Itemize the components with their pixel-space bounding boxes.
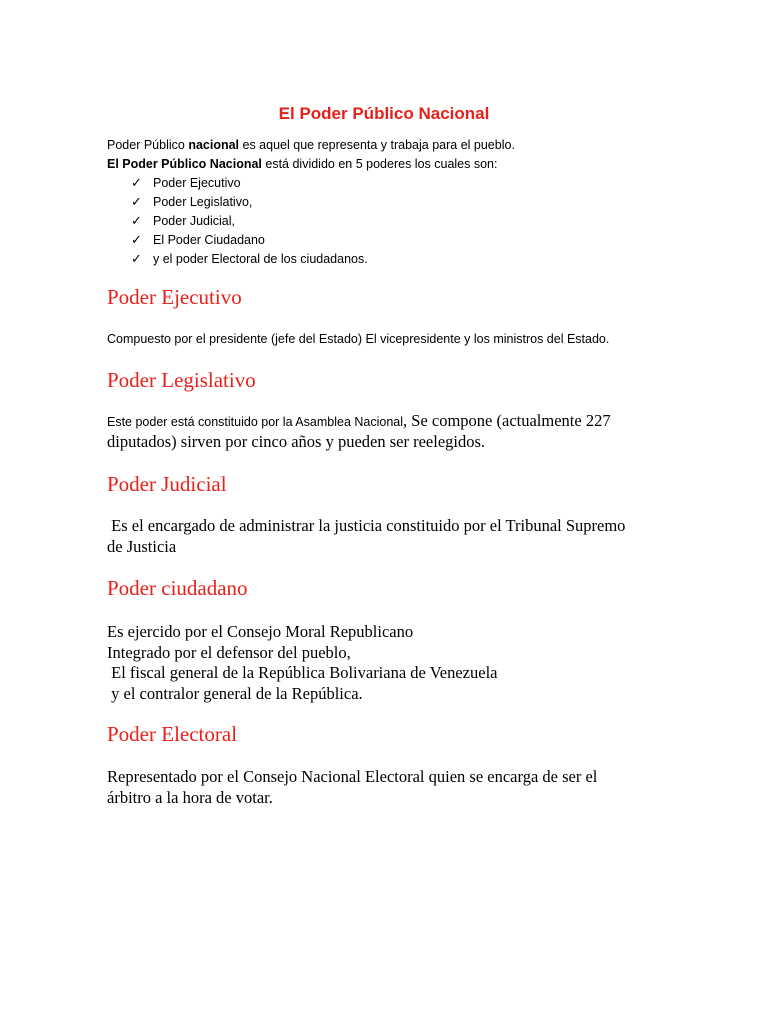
ciudadano-line-1: Es ejercido por el Consejo Moral Republicano [107,622,414,641]
powers-checklist [107,174,515,269]
list-item-label: Poder Ejecutivo [153,176,241,190]
body-ciudadano [107,622,677,704]
heading-judicial: Poder Judicial [107,472,227,496]
list-item [131,212,515,231]
list-item-label: y el poder Electoral de los ciudadanos. [153,252,368,266]
electoral-line-2: árbitro a la hora de votar. [107,787,273,807]
body-legislativo [107,411,677,453]
ciudadano-line-4: y el contralor general de la República. [107,683,363,703]
checkmark-icon: ✓ [131,252,142,267]
body-judicial [107,516,677,557]
judicial-line-1: Es el encargado de administrar la justicia constituido por el Tribunal Supremo [107,516,626,535]
intro-text: Poder Público [107,138,189,152]
document-title: El Poder Público Nacional [278,104,490,124]
legislativo-line-2: diputados) sirven por cinco años y pueden ser reelegidos. [107,432,486,451]
intro-text: es aquel que representa y trabaja para el pueblo. [239,138,515,152]
intro-bold-text: nacional [188,138,240,152]
checkmark-icon: ✓ [131,195,142,210]
list-item-label: El Poder Ciudadano [153,233,265,247]
intro-bold-text: El Poder Público Nacional [107,157,262,171]
intro-line-2 [107,155,515,174]
list-item [131,250,515,269]
checkmark-icon: ✓ [131,214,142,229]
legislativo-text-sans: Este poder está constituido por la Asamblea Nacional [107,415,404,429]
intro-line-1 [107,136,515,155]
list-item [131,193,515,212]
ciudadano-line-2: Integrado por el defensor del pueblo, [107,642,351,662]
body-ejecutivo: Compuesto por el presidente (jefe del Estado) El vicepresidente y los ministros del Estado. [107,332,610,346]
legislativo-text-serif: , Se compone (actualmente 227 [403,411,611,430]
intro-block [107,136,515,269]
list-item-label: Poder Legislativo, [153,195,253,209]
ciudadano-line-3: El fiscal general de la República Bolivariana de Venezuela [107,663,498,682]
list-item-label: Poder Judicial, [153,214,235,228]
heading-legislativo: Poder Legislativo [107,368,256,392]
heading-ciudadano: Poder ciudadano [107,576,248,600]
intro-text: está dividido en 5 poderes los cuales son: [261,157,498,171]
legislativo-line-1 [107,411,677,432]
heading-electoral: Poder Electoral [107,722,238,746]
heading-ejecutivo: Poder Ejecutivo [107,285,242,309]
body-electoral [107,767,677,808]
list-item [131,174,515,193]
checkmark-icon: ✓ [131,176,142,191]
checkmark-icon: ✓ [131,233,142,248]
electoral-line-1: Representado por el Consejo Nacional Electoral quien se encarga de ser el [107,767,598,786]
judicial-line-2: de Justicia [107,536,177,556]
list-item [131,231,515,250]
